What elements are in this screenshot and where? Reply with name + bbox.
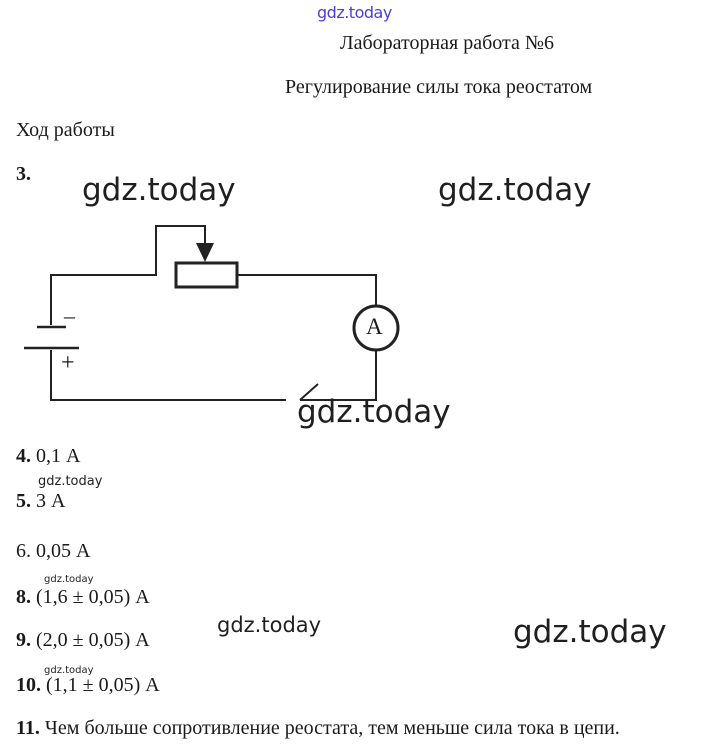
item-9	[16, 629, 150, 652]
item-number: 9.	[16, 629, 31, 651]
ammeter-label: A	[366, 314, 383, 339]
watermark-mid-1: gdz.today	[217, 613, 322, 637]
wire-right-bottom	[300, 350, 376, 400]
watermark-top: gdz.today	[317, 3, 392, 22]
item-number: 8.	[16, 586, 31, 608]
battery-minus-sign: –	[64, 303, 75, 328]
item-text: 0,1 А	[36, 445, 81, 467]
item-text: (1,1 ± 0,05) А	[46, 674, 160, 696]
section-heading: Ход работы	[16, 119, 115, 141]
item-number: 11.	[16, 717, 40, 739]
item-6	[16, 540, 90, 563]
item-text: (1,6 ± 0,05) А	[36, 586, 150, 608]
watermark-big-4: gdz.today	[513, 614, 667, 650]
item-text: 3 А	[36, 490, 66, 512]
wire-bottom	[51, 350, 286, 400]
rheostat-slider-arrow	[196, 243, 214, 262]
wire-top-right	[238, 275, 376, 306]
item-text: 0,05 А	[36, 540, 91, 562]
item-4	[16, 445, 80, 468]
item-number: 4.	[16, 445, 31, 467]
page-subtitle: Регулирование силы тока реостатом	[285, 76, 593, 98]
watermark-small-1: gdz.today	[38, 474, 103, 489]
page-title: Лабораторная работа №6	[340, 32, 554, 54]
watermark-big-1: gdz.today	[82, 172, 236, 208]
item-10	[16, 674, 160, 697]
item-number: 10.	[16, 674, 41, 696]
item-text: (2,0 ± 0,05) А	[36, 629, 150, 651]
item-5	[16, 490, 65, 513]
item-text: Чем больше сопротивление реостата, тем меньше сила тока в цепи.	[44, 717, 620, 739]
watermark-tiny-2: gdz.today	[44, 665, 94, 676]
item-11	[16, 717, 620, 740]
watermark-big-3: gdz.today	[297, 394, 451, 430]
watermark-tiny-1: gdz.today	[44, 574, 94, 585]
item-8	[16, 586, 150, 609]
item-number: 5.	[16, 490, 31, 512]
item-number: 6.	[16, 540, 31, 562]
watermark-big-2: gdz.today	[438, 172, 592, 208]
item-number-3: 3.	[16, 163, 31, 185]
rheostat-body	[176, 263, 237, 287]
battery-plus-sign: +	[61, 350, 75, 376]
